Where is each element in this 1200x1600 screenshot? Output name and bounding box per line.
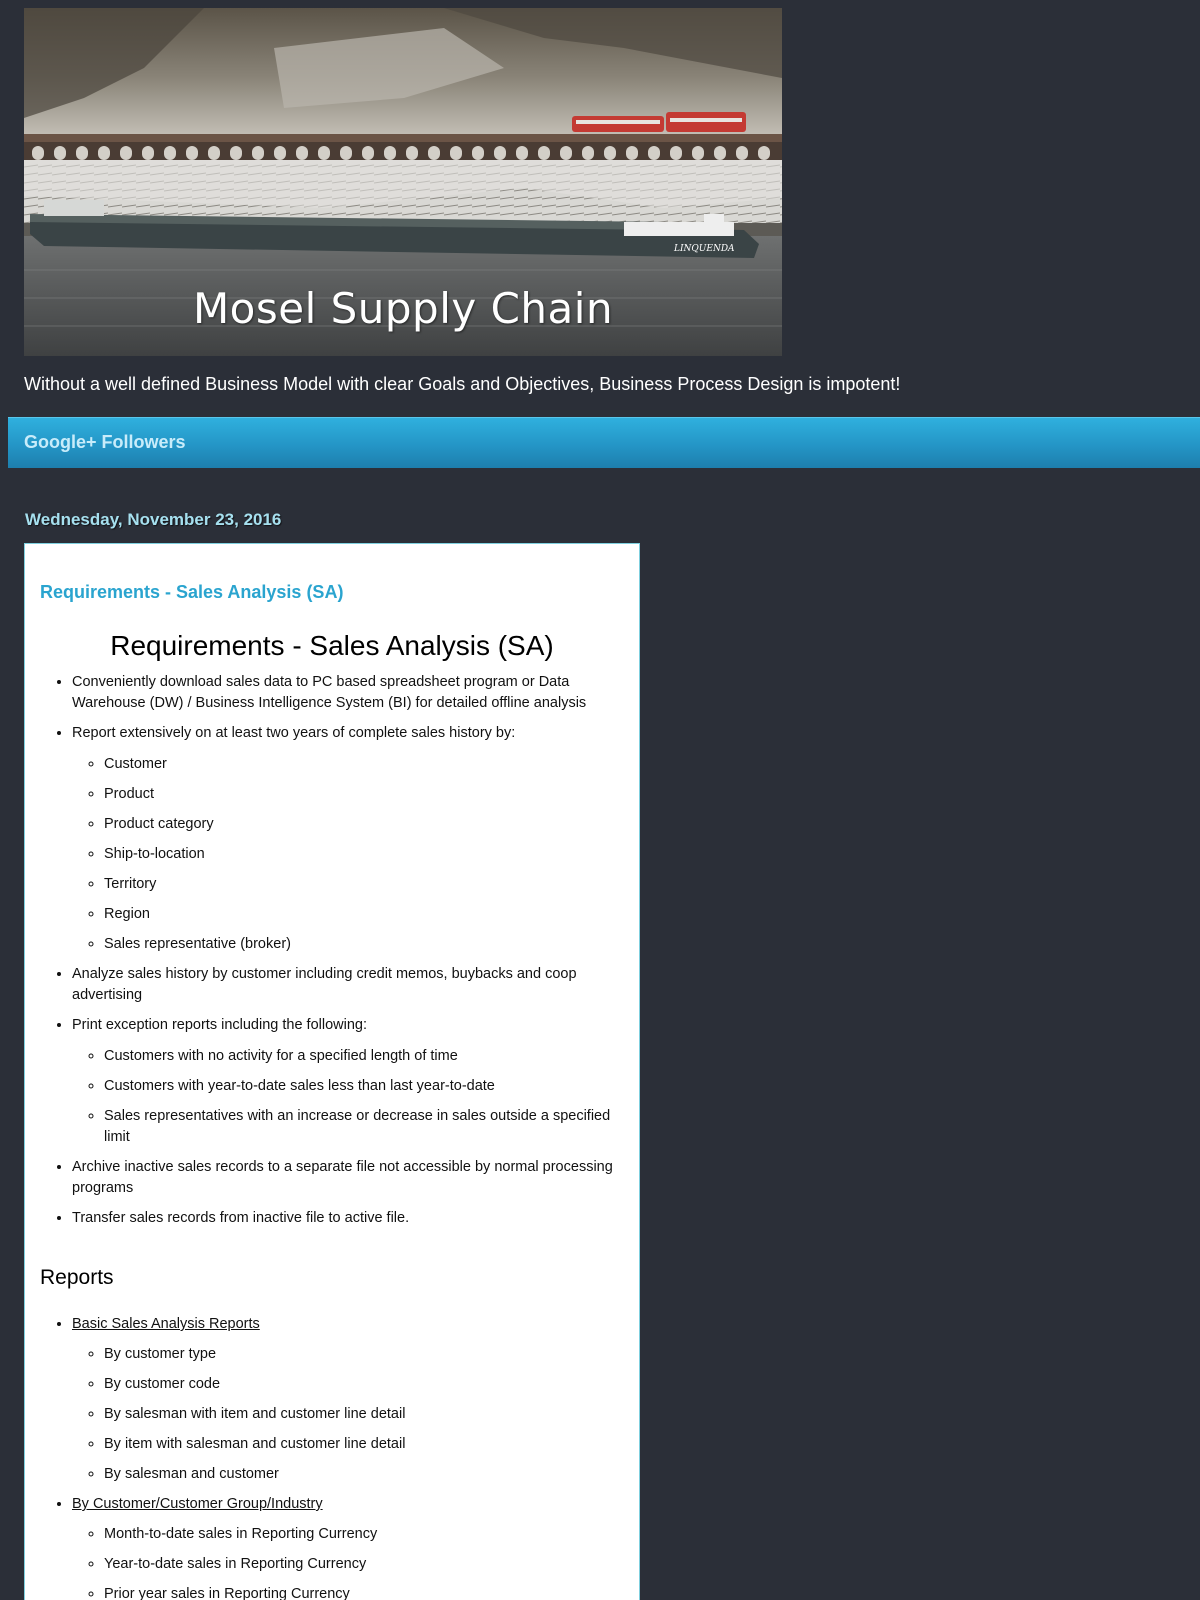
blog-title[interactable]: Mosel Supply Chain	[192, 284, 614, 333]
document-heading: Requirements - Sales Analysis (SA)	[110, 630, 554, 661]
sub-list-item: ◦ By customer code	[104, 1374, 620, 1395]
sub-list-item: ◦ Region	[104, 904, 620, 925]
list-item	[72, 1314, 620, 1485]
list-item	[72, 723, 620, 955]
sub-list-item: ◦ By salesman and customer	[104, 1464, 620, 1485]
gplus-followers-widget	[8, 417, 1200, 468]
sub-list-item: ◦ By salesman with item and customer line detail	[104, 1404, 620, 1425]
list-item-text: Report extensively on at least two years of complete sales history by:	[72, 725, 516, 741]
basic-sales-analysis-reports-link[interactable]: Basic Sales Analysis Reports	[72, 1316, 260, 1332]
sub-list-item: ◦ Product	[104, 784, 620, 805]
sub-list-item: ◦ Prior year sales in Reporting Currency	[104, 1584, 620, 1600]
ship-name-label: LINQUENDA	[674, 244, 735, 254]
list-item: • Archive inactive sales records to a separate file not accessible by normal processing programs	[72, 1157, 620, 1199]
post-date: Wednesday, November 23, 2016	[25, 510, 282, 529]
post-body	[24, 543, 640, 1600]
sub-list-item: ◦ Customer	[104, 754, 620, 775]
post-title[interactable]: Requirements - Sales Analysis (SA)	[40, 582, 344, 602]
sub-list-item: ◦ Ship-to-location	[104, 844, 620, 865]
sub-list-item: ◦ Customers with year-to-date sales less than last year-to-date	[104, 1076, 620, 1097]
list-item	[72, 1494, 620, 1600]
sub-list-item: ◦ Territory	[104, 874, 620, 895]
header-banner[interactable]	[24, 8, 782, 356]
gplus-followers-title: Google+ Followers	[24, 432, 186, 452]
sub-list-item: ◦ By customer type	[104, 1344, 620, 1365]
sub-list-item: ◦ Product category	[104, 814, 620, 835]
list-item	[72, 1015, 620, 1148]
sub-list-item: ◦ Year-to-date sales in Reporting Currency	[104, 1554, 620, 1575]
list-item: • Transfer sales records from inactive file to active file.	[72, 1208, 620, 1229]
sub-list-item: ◦ Month-to-date sales in Reporting Currency	[104, 1524, 620, 1545]
reports-heading: Reports	[40, 1266, 114, 1289]
requirements-list	[40, 672, 620, 1238]
sub-list-item: ◦ By item with salesman and customer line detail	[104, 1434, 620, 1455]
sub-list-item: ◦ Sales representatives with an increase or decrease in sales outside a specified limit	[104, 1106, 620, 1148]
reports-list	[40, 1314, 620, 1600]
list-item-text: Print exception reports including the following:	[72, 1017, 367, 1033]
list-item: • Conveniently download sales data to PC based spreadsheet program or Data Warehouse (DW) / Business Intelligence System (BI) for detailed offline analysis	[72, 672, 620, 714]
customer-group-industry-link[interactable]: By Customer/Customer Group/Industry	[72, 1496, 323, 1512]
list-item: • Analyze sales history by customer including credit memos, buybacks and coop advertising	[72, 964, 620, 1006]
blog-tagline: Without a well defined Business Model with clear Goals and Objectives, Business Process Design is impotent!	[24, 374, 901, 394]
sub-list-item: ◦ Customers with no activity for a specified length of time	[104, 1046, 620, 1067]
sub-list-item: ◦ Sales representative (broker)	[104, 934, 620, 955]
